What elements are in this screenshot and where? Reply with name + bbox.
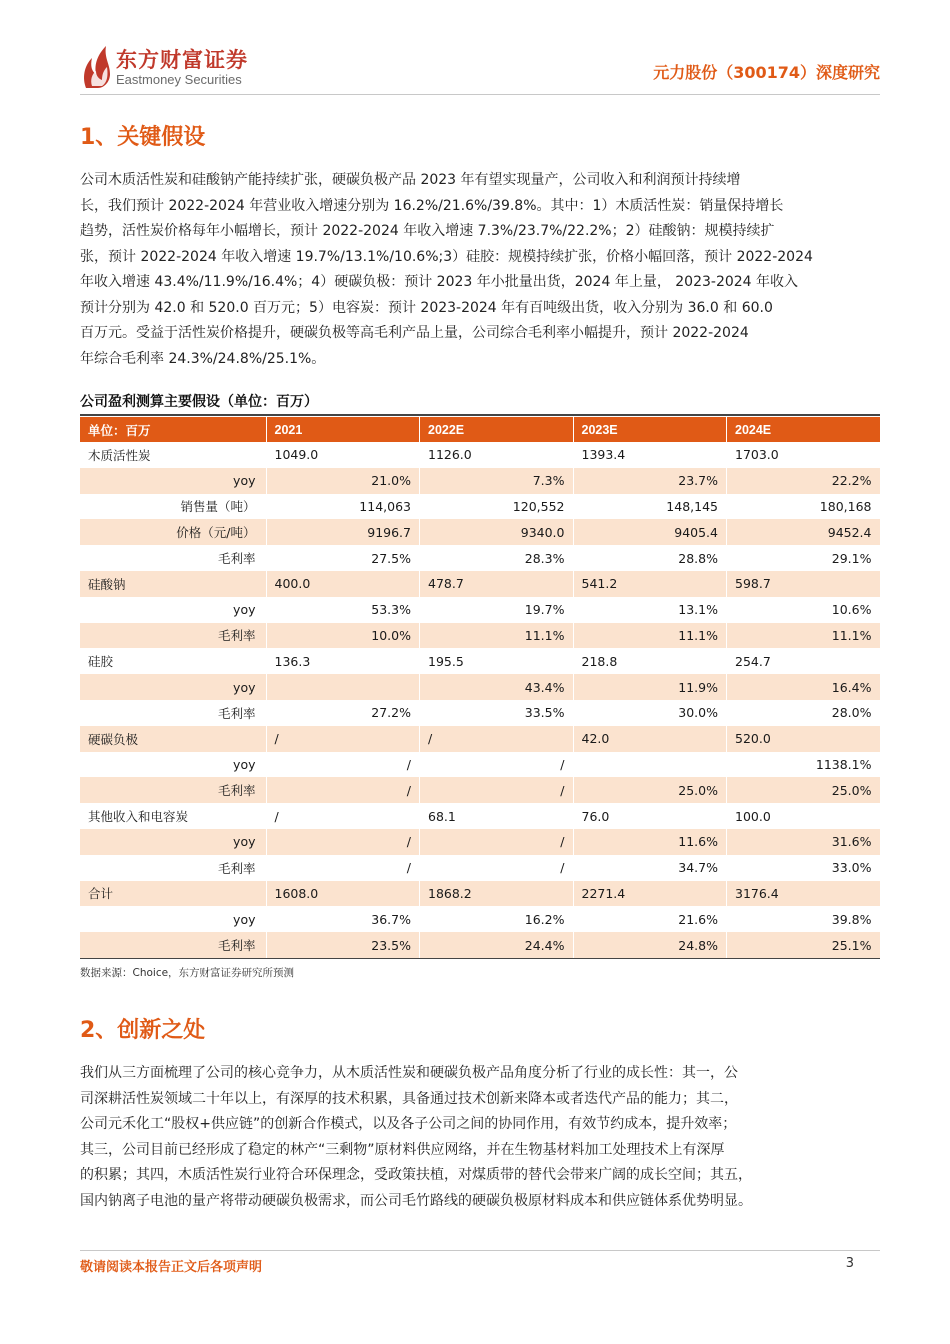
paragraph-line: 年收入增速 43.4%/11.9%/16.4%；4）硬碳负极：预计 2023 年小批量出货，2024 年上量， 2023-2024 年收入 — [80, 274, 799, 290]
table-cell: 136.3 — [266, 648, 420, 674]
paragraph-line: 预计分别为 42.0 和 520.0 百万元；5）电容炭：预计 2023-2024 年有百吨级出货，收入分别为 36.0 和 60.0 — [80, 299, 773, 316]
row-label: 硅胶 — [80, 648, 266, 674]
table-cell: 1393.4 — [573, 442, 727, 468]
table-row — [80, 829, 880, 855]
row-label: yoy — [80, 752, 266, 778]
table-cell: 25.0% — [573, 777, 727, 803]
logo-text-en: Eastmoney Securities — [116, 72, 242, 87]
paragraph-line: 公司元禾化工“股权+供应链”的创新合作模式，以及各子公司之间的协同作用，有效节约成本，提升效率； — [80, 1116, 737, 1132]
table-cell: 114,063 — [266, 494, 420, 520]
table-bottom-rule — [80, 958, 880, 959]
table-cell — [266, 674, 420, 700]
footer-disclaimer: 敬请阅读本报告正文后各项声明 — [80, 1260, 263, 1275]
table-cell: / — [266, 855, 420, 881]
row-label: 销售量（吨） — [80, 494, 266, 520]
paragraph-line: 趋势，活性炭价格每年小幅增长，预计 2022-2024 年收入增速 7.3%/23.7%/22.2%；2）硅酸钠：规模持续扩 — [80, 223, 775, 239]
table-cell: 180,168 — [727, 494, 881, 520]
table-cell: 76.0 — [573, 803, 727, 829]
table-cell: 148,145 — [573, 494, 727, 520]
table-header-row — [80, 417, 880, 442]
table-cell: / — [266, 752, 420, 778]
row-label: 硬碳负极 — [80, 726, 266, 752]
table-cell: 34.7% — [573, 855, 727, 881]
row-label: yoy — [80, 674, 266, 700]
row-label: 毛利率 — [80, 932, 266, 958]
table-cell: 10.6% — [727, 597, 881, 623]
table-cell: / — [266, 803, 420, 829]
table-cell: 28.3% — [420, 545, 574, 571]
row-label: 其他收入和电容炭 — [80, 803, 266, 829]
table-cell: 29.1% — [727, 545, 881, 571]
table-cell: 43.4% — [420, 674, 574, 700]
table-cell: / — [420, 752, 574, 778]
row-label: yoy — [80, 829, 266, 855]
innovation-paragraph — [80, 1061, 880, 1214]
paragraph-line: 的积累；其四，木质活性炭行业符合环保理念，受政策扶植，对煤质带的替代会带来广阔的成长空间；其五， — [80, 1167, 752, 1183]
paragraph-line: 年综合毛利率 24.3%/24.8%/25.1%。 — [80, 350, 326, 367]
table-row — [80, 545, 880, 571]
header-2021: 2021 — [266, 417, 420, 442]
paragraph-line: 其三，公司目前已经形成了稳定的林产“三剩物”原材料供应网络，并在生物基材料加工处理技术上有深厚 — [80, 1141, 725, 1158]
table-cell: 9196.7 — [266, 519, 420, 545]
table-cell: / — [266, 829, 420, 855]
key-assumptions-paragraph — [80, 168, 880, 372]
table-cell: 120,552 — [420, 494, 574, 520]
section-title-innovation: 2、创新之处 — [80, 1018, 206, 1043]
data-source-note: 数据来源：Choice，东方财富证券研究所预测 — [80, 967, 295, 979]
paragraph-line: 张，预计 2022-2024 年收入增速 19.7%/13.1%/10.6%;3）硅胶：规模持续扩张，价格小幅回落，预计 2022-2024 — [80, 248, 813, 265]
paragraph-line: 百万元。受益于活性炭价格提升，硬碳负极等高毛利产品上量，公司综合毛利率小幅提升，预计 2022-2024 — [80, 325, 749, 341]
table-cell: 16.4% — [727, 674, 881, 700]
table-row — [80, 881, 880, 907]
table-cell: 2271.4 — [573, 881, 727, 907]
table-cell: 24.4% — [420, 932, 574, 958]
table-cell: 23.7% — [573, 468, 727, 494]
table-cell: 42.0 — [573, 726, 727, 752]
table-cell: 9452.4 — [727, 519, 881, 545]
header-divider — [80, 94, 880, 95]
table-cell: 195.5 — [420, 648, 574, 674]
table-row — [80, 855, 880, 881]
header-2023e: 2023E — [573, 417, 727, 442]
table-cell: 39.8% — [727, 906, 881, 932]
page-number: 3 — [845, 1256, 854, 1271]
logo-text-cn: 东方财富证券 — [116, 48, 248, 72]
table-cell: 1126.0 — [420, 442, 574, 468]
table-row — [80, 674, 880, 700]
table-cell: 33.0% — [727, 855, 881, 881]
table-row — [80, 700, 880, 726]
table-cell: / — [420, 777, 574, 803]
table-row — [80, 494, 880, 520]
table-cell: / — [266, 726, 420, 752]
table-row — [80, 752, 880, 778]
table-cell: / — [420, 726, 574, 752]
table-cell: 25.1% — [727, 932, 881, 958]
company-logo — [80, 44, 270, 92]
table-cell: 24.8% — [573, 932, 727, 958]
table-cell: 9340.0 — [420, 519, 574, 545]
row-label: 木质活性炭 — [80, 442, 266, 468]
table-cell: 11.6% — [573, 829, 727, 855]
table-cell: 10.0% — [266, 623, 420, 649]
row-label: 合计 — [80, 881, 266, 907]
table-cell: / — [420, 855, 574, 881]
table-cell: 11.1% — [727, 623, 881, 649]
row-label: 硅酸钠 — [80, 571, 266, 597]
table-row — [80, 623, 880, 649]
table-cell: 1049.0 — [266, 442, 420, 468]
page-header — [80, 40, 880, 96]
table-cell: 11.1% — [420, 623, 574, 649]
table-cell: 541.2 — [573, 571, 727, 597]
row-label: yoy — [80, 597, 266, 623]
table-cell: 28.8% — [573, 545, 727, 571]
report-title: 元力股份（300174）深度研究 — [653, 63, 880, 82]
table-cell: 100.0 — [727, 803, 881, 829]
profit-assumptions-table — [80, 417, 881, 958]
paragraph-line: 公司木质活性炭和硅酸钠产能持续扩张，硬碳负极产品 2023 年有望实现量产，公司收入和利润预计持续增 — [80, 172, 741, 188]
table-cell: 520.0 — [727, 726, 881, 752]
table-row — [80, 468, 880, 494]
table-cell: 23.5% — [266, 932, 420, 958]
header-2024e: 2024E — [727, 417, 881, 442]
table-row — [80, 571, 880, 597]
table-row — [80, 932, 880, 958]
table-cell: 25.0% — [727, 777, 881, 803]
table-caption: 公司盈利测算主要假设（单位：百万） — [80, 394, 318, 410]
table-cell: 478.7 — [420, 571, 574, 597]
table-cell: 9405.4 — [573, 519, 727, 545]
table-row — [80, 803, 880, 829]
table-cell: 27.2% — [266, 700, 420, 726]
table-cell: 28.0% — [727, 700, 881, 726]
table-cell: 13.1% — [573, 597, 727, 623]
table-cell: 68.1 — [420, 803, 574, 829]
table-cell: 21.0% — [266, 468, 420, 494]
table-cell: 1868.2 — [420, 881, 574, 907]
row-label: yoy — [80, 906, 266, 932]
table-cell: 19.7% — [420, 597, 574, 623]
table-cell: 400.0 — [266, 571, 420, 597]
paragraph-line: 国内钠离子电池的量产将带动硬碳负极需求，而公司毛竹路线的硬碳负极原材料成本和供应链体系优势明显。 — [80, 1192, 752, 1209]
row-label: 价格（元/吨） — [80, 519, 266, 545]
table-row — [80, 519, 880, 545]
table-cell: 11.1% — [573, 623, 727, 649]
header-2022e: 2022E — [420, 417, 574, 442]
table-cell: 1608.0 — [266, 881, 420, 907]
table-cell: 30.0% — [573, 700, 727, 726]
table-cell: 11.9% — [573, 674, 727, 700]
table-top-rule — [80, 414, 880, 416]
table-cell: 21.6% — [573, 906, 727, 932]
table-cell: 3176.4 — [727, 881, 881, 907]
table-cell: 16.2% — [420, 906, 574, 932]
row-label: 毛利率 — [80, 545, 266, 571]
paragraph-line: 我们从三方面梳理了公司的核心竞争力，从木质活性炭和硬碳负极产品角度分析了行业的成长性：其一，公 — [80, 1065, 738, 1081]
footer-divider — [80, 1250, 880, 1251]
table-cell: 254.7 — [727, 648, 881, 674]
table-cell: 36.7% — [266, 906, 420, 932]
row-label: 毛利率 — [80, 855, 266, 881]
table-cell: / — [420, 829, 574, 855]
header-unit: 单位：百万 — [80, 417, 266, 442]
table-cell: 22.2% — [727, 468, 881, 494]
section-title-key-assumptions: 1、关键假设 — [80, 125, 206, 150]
logo-flame-icon — [80, 44, 114, 90]
row-label: 毛利率 — [80, 623, 266, 649]
paragraph-line: 司深耕活性炭领域二十年以上，有深厚的技术积累，具备通过技术创新来降本或者迭代产品的能力；其二， — [80, 1090, 738, 1107]
row-label: yoy — [80, 468, 266, 494]
table-row — [80, 597, 880, 623]
table-row — [80, 648, 880, 674]
table-cell: 53.3% — [266, 597, 420, 623]
table-cell: 218.8 — [573, 648, 727, 674]
table-row — [80, 442, 880, 468]
table-cell: 27.5% — [266, 545, 420, 571]
table-row — [80, 777, 880, 803]
table-cell: 1703.0 — [727, 442, 881, 468]
table-row — [80, 726, 880, 752]
table-cell — [573, 752, 727, 778]
table-cell: 31.6% — [727, 829, 881, 855]
table-cell: 598.7 — [727, 571, 881, 597]
table-cell: / — [266, 777, 420, 803]
table-cell: 1138.1% — [727, 752, 881, 778]
table-row — [80, 906, 880, 932]
table-cell: 33.5% — [420, 700, 574, 726]
paragraph-line: 长，我们预计 2022-2024 年营业收入增速分别为 16.2%/21.6%/39.8%。其中：1）木质活性炭：销量保持增长 — [80, 197, 784, 214]
table-cell: 7.3% — [420, 468, 574, 494]
row-label: 毛利率 — [80, 777, 266, 803]
row-label: 毛利率 — [80, 700, 266, 726]
